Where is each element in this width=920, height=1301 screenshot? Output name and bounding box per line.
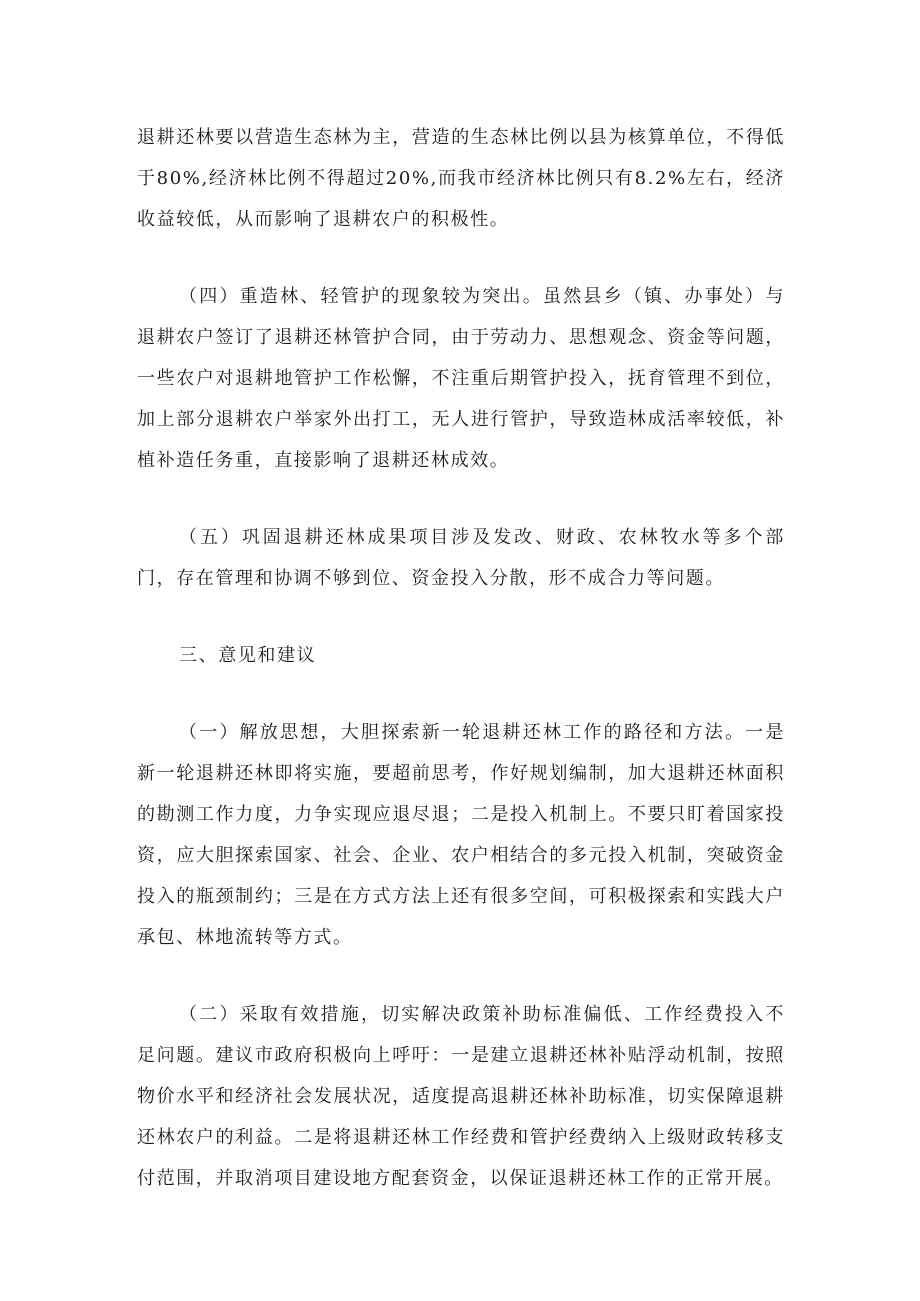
paragraph-five-coordination: （五）巩固退耕还林成果项目涉及发改、财政、农林牧水等多个部门，存在管理和协调不够到位、资金投入分散，形不成合力等问题。 bbox=[137, 527, 785, 589]
paragraph-four-management: （四）重造林、轻管护的现象较为突出。虽然县乡（镇、办事处）与退耕农户签订了退耕还林管护合同，由于劳动力、思想观念、资金等问题，一些农户对退耕地管护工作松懈，不注重后期管护投入，抚育管理不到位，加上部分退耕农户举家外出打工，无人进行管护，导致造林成活率较低，补植补造任务重，直接影响了退耕还林成效。 bbox=[137, 286, 785, 471]
paragraph-two-effective-measures: （二）采取有效措施，切实解决政策补助标准偏低、工作经费投入不足问题。建议市政府积极向上呼吁：一是建立退耕还林补贴浮动机制，按照物价水平和经济社会发展状况，适度提高退耕还林补助标准，切实保障退耕还林农户的利益。二是将退耕还林工作经费和管护经费纳入上级财政转移支付范围，并取消项目建设地方配套资金，以保证退耕还林工作的正常开展。 bbox=[137, 1004, 785, 1189]
paragraph-one-emancipate-thinking: （一）解放思想，大胆探索新一轮退耕还林工作的路径和方法。一是新一轮退耕还林即将实施，要超前思考，作好规划编制，加大退耕还林面积的勘测工作力度，力争实现应退尽退；二是投入机制上。不要只盯着国家投资，应大胆探索国家、社会、企业、农户相结合的多元投入机制，突破资金投入的瓶颈制约；三是在方式方法上还有很多空间，可积极探索和实践大户承包、林地流转等方式。 bbox=[137, 722, 785, 948]
section-heading-suggestions: 三、意见和建议 bbox=[179, 645, 317, 666]
paragraph-economic-forest-ratio: 退耕还林要以营造生态林为主，营造的生态林比例以县为核算单位，不得低于80%,经济林比例不得超过20%,而我市经济林比例只有8.2%左右，经济收益较低，从而影响了退耕农户的积极性。 bbox=[137, 127, 785, 230]
document-body bbox=[137, 117, 785, 1235]
